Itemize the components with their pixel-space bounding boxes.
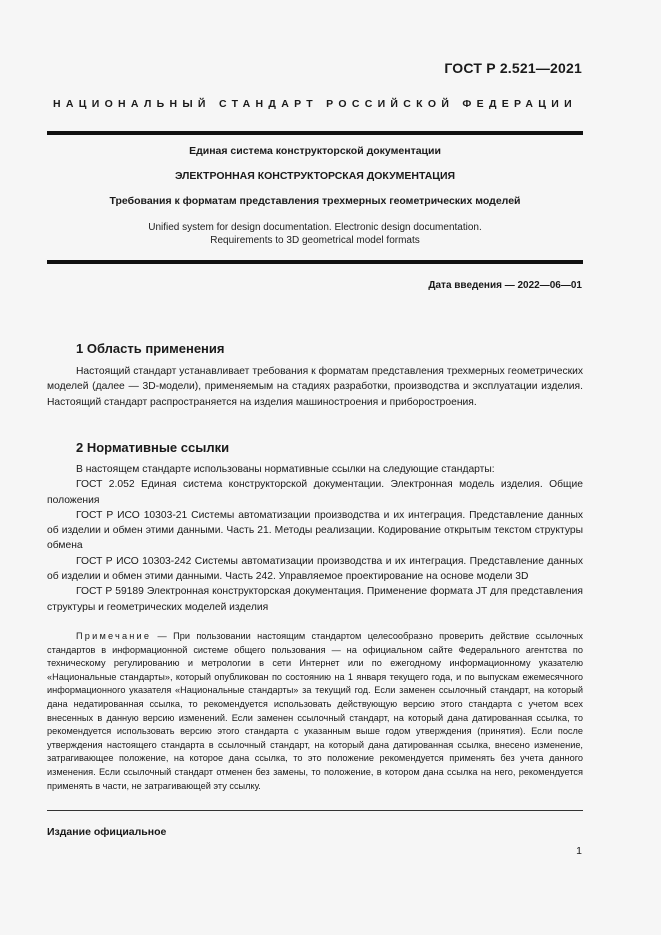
references-lead: В настоящем стандарте использованы нормативные ссылки на следующие стандарты: xyxy=(76,464,495,475)
system-name: Единая система конструкторской документации xyxy=(189,145,441,157)
english-title-line-1: Unified system for design documentation. Electronic design documentation. xyxy=(148,222,482,233)
reference-item: ГОСТ Р ИСО 10303-242 Системы автоматизации производства и их интеграция. Представление данных об изделии и обмен этими данными. Часть 242. Управляемое проектирование на основе модели 3D xyxy=(47,555,583,583)
references-list xyxy=(47,462,583,615)
document-subtitle: Требования к форматам представления трехмерных геометрических моделей xyxy=(109,195,521,207)
reference-item: ГОСТ Р ИСО 10303-21 Системы автоматизации производства и их интеграция. Представление данных об изделии и обмен этими данными. Часть 21. Методы реализации. Кодирование открытым текстом структуры обмена xyxy=(47,509,583,552)
document-title: ЭЛЕКТРОННАЯ КОНСТРУКТОРСКАЯ ДОКУМЕНТАЦИЯ xyxy=(174,170,456,182)
references-note xyxy=(47,630,583,793)
reference-item: ГОСТ 2.052 Единая система конструкторской документации. Электронная модель изделия. Общие положения xyxy=(47,479,583,506)
standard-code: ГОСТ Р 2.521—2021 xyxy=(444,60,582,76)
reference-item: ГОСТ Р 59189 Электронная конструкторская документация. Применение формата JT для представления структуры и геометрических моделей изделия xyxy=(47,586,583,613)
note-label: Примечание xyxy=(76,631,152,641)
footer-divider xyxy=(47,810,583,811)
section-1-text: Настоящий стандарт устанавливает требования к форматам представления трехмерных геометрических моделей (далее — 3D-модели), применяемым на стадиях разработки, производства и эксплуатации изделия. Настоящий стандарт распространяется на изделия машиностроения и приборостроения. xyxy=(47,366,583,408)
national-standard-heading: НАЦИОНАЛЬНЫЙ СТАНДАРТ РОССИЙСКОЙ ФЕДЕРАЦИИ xyxy=(53,98,577,110)
note-text: — При пользовании настоящим стандартом целесообразно проверить действие ссылочных стандартов в информационной системе общего пользования — на официальном сайте Федерального агентства по техническому регулированию и метрологии в сети Интернет или по ежегодному информационному указателю «Национальные стандарты», который опубликован по состоянию на 1 января текущего года, и по выпускам ежемесячного информационного указателя «Национальные стандарты» за текущий год. Если заменен ссылочный стандарт, на который дана недатированная ссылка, то рекомендуется использовать действующую версию этого стандарта с учетом всех внесенных в данную версию изменений. Если заменен ссылочный стандарт, на который дана датированная ссылка, то рекомендуется использовать версию этого стандарта с указанным выше годом утверждения (принятия). Если после утверждения настоящего стандарта в ссылочный стандарт, на который дана датированная ссылка, внесено изменение, затрагивающее положение, на которое дана ссылка, то это положение рекомендуется применять без учета данного изменения. Если ссылочный стандарт отменен без замены, то положение, в котором дана ссылка на него, рекомендуется применять в части, не затрагивающей эту ссылку. xyxy=(47,631,583,791)
english-title-line-2: Requirements to 3D geometrical model formats xyxy=(210,235,420,246)
page-number: 1 xyxy=(576,845,582,857)
official-edition-label: Издание официальное xyxy=(47,826,167,838)
english-title xyxy=(47,221,583,247)
introduction-date: Дата введения — 2022—06—01 xyxy=(428,280,582,291)
section-2-heading: 2 Нормативные ссылки xyxy=(76,440,230,455)
title-divider xyxy=(47,260,583,264)
top-divider xyxy=(47,131,583,135)
section-1-heading: 1 Область применения xyxy=(76,341,225,356)
